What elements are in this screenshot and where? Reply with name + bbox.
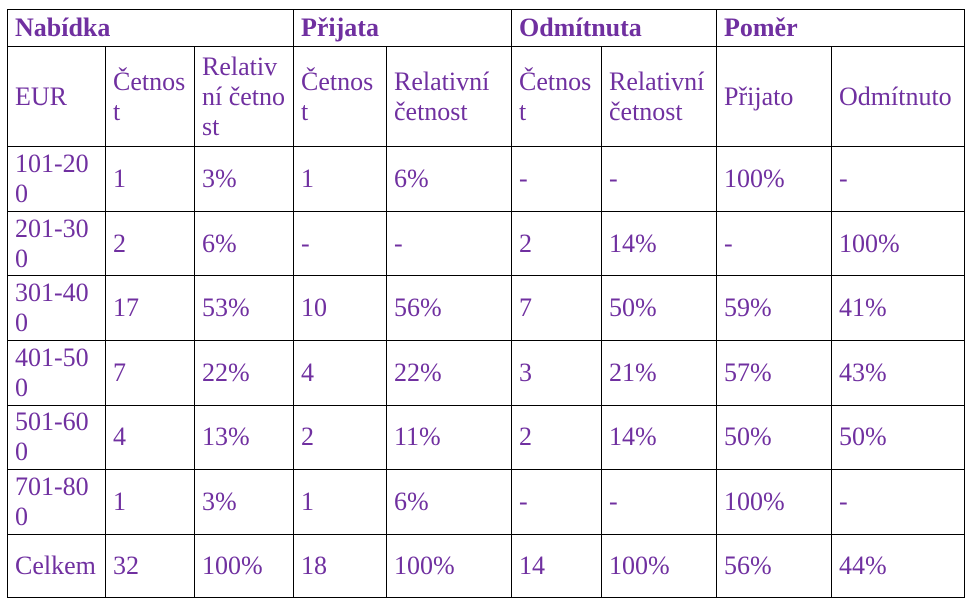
table-cell: 2: [512, 405, 602, 470]
table-cell: 1: [294, 147, 387, 212]
table-row: [8, 211, 965, 276]
group-header-offer: Nabídka: [8, 10, 294, 47]
table-cell: 6%: [387, 147, 512, 212]
group-header-rejected: Odmítnuta: [512, 10, 717, 47]
table-cell: -: [602, 470, 717, 535]
table-cell: 1: [106, 147, 195, 212]
subheader-ratio-accepted: Přijato: [717, 47, 832, 147]
range-cell: 401-500: [8, 341, 106, 406]
table-cell: -: [512, 470, 602, 535]
range-cell: 501-600: [8, 405, 106, 470]
total-cell: 14: [512, 534, 602, 597]
total-cell: 44%: [832, 534, 965, 597]
subheader-currency: EUR: [8, 47, 106, 147]
table-cell: 100%: [832, 211, 965, 276]
table-cell: 22%: [195, 341, 294, 406]
table-cell: 7: [512, 276, 602, 341]
group-header-ratio: Poměr: [717, 10, 965, 47]
table-cell: 50%: [832, 405, 965, 470]
total-cell: 18: [294, 534, 387, 597]
table-cell: 6%: [387, 470, 512, 535]
subheader-rejected-relative: Relativní četnost: [602, 47, 717, 147]
group-header-row: [8, 10, 965, 47]
table-cell: 14%: [602, 211, 717, 276]
group-header-accepted: Přijata: [294, 10, 512, 47]
total-cell: 100%: [195, 534, 294, 597]
total-row: [8, 534, 965, 597]
table-cell: 50%: [602, 276, 717, 341]
table-cell: 3%: [195, 470, 294, 535]
table-row: [8, 405, 965, 470]
table-row: [8, 341, 965, 406]
subheader-rejected-frequency: Četnost: [512, 47, 602, 147]
table-cell: 57%: [717, 341, 832, 406]
subheader-accepted-frequency: Četnost: [294, 47, 387, 147]
subheader-offer-relative: Relativní četnost: [195, 47, 294, 147]
range-cell: 701-800: [8, 470, 106, 535]
table-cell: 41%: [832, 276, 965, 341]
table-cell: 50%: [717, 405, 832, 470]
total-cell: 100%: [387, 534, 512, 597]
table-cell: 10: [294, 276, 387, 341]
table-cell: -: [832, 470, 965, 535]
subheader-accepted-relative: Relativní četnost: [387, 47, 512, 147]
table-cell: 53%: [195, 276, 294, 341]
table-cell: -: [294, 211, 387, 276]
table-cell: 21%: [602, 341, 717, 406]
table-cell: -: [832, 147, 965, 212]
table-cell: 17: [106, 276, 195, 341]
table-cell: -: [512, 147, 602, 212]
table-cell: 3: [512, 341, 602, 406]
table-cell: 11%: [387, 405, 512, 470]
table-cell: 6%: [195, 211, 294, 276]
subheader-offer-frequency: Četnost: [106, 47, 195, 147]
table-cell: 1: [294, 470, 387, 535]
table-cell: -: [602, 147, 717, 212]
table-cell: 7: [106, 341, 195, 406]
table-row: [8, 470, 965, 535]
table-cell: 59%: [717, 276, 832, 341]
table-cell: -: [387, 211, 512, 276]
table-cell: 4: [294, 341, 387, 406]
table-cell: 56%: [387, 276, 512, 341]
table-cell: 100%: [717, 470, 832, 535]
table-row: [8, 276, 965, 341]
range-cell: 301-400: [8, 276, 106, 341]
total-cell: 32: [106, 534, 195, 597]
table-cell: 2: [106, 211, 195, 276]
range-cell: 201-300: [8, 211, 106, 276]
table-cell: 13%: [195, 405, 294, 470]
table-cell: 2: [294, 405, 387, 470]
subheader-row: [8, 47, 965, 147]
total-cell: 56%: [717, 534, 832, 597]
table-cell: 2: [512, 211, 602, 276]
frequency-table: [7, 9, 965, 598]
table-cell: 1: [106, 470, 195, 535]
table-cell: 3%: [195, 147, 294, 212]
table-cell: 22%: [387, 341, 512, 406]
total-label: Celkem: [8, 534, 106, 597]
table-cell: 100%: [717, 147, 832, 212]
subheader-ratio-rejected: Odmítnuto: [832, 47, 965, 147]
table-row: [8, 147, 965, 212]
table-cell: 4: [106, 405, 195, 470]
table-cell: 43%: [832, 341, 965, 406]
table-cell: 14%: [602, 405, 717, 470]
total-cell: 100%: [602, 534, 717, 597]
range-cell: 101-200: [8, 147, 106, 212]
table-cell: -: [717, 211, 832, 276]
